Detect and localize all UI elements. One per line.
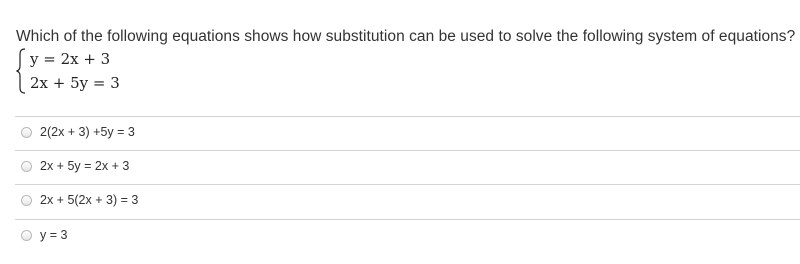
answer-option-2[interactable] xyxy=(15,151,800,184)
answer-option-1[interactable] xyxy=(15,117,800,150)
radio-button[interactable] xyxy=(21,230,32,241)
answer-option-label: 2x + 5(2x + 3) = 3 xyxy=(40,193,139,207)
radio-button[interactable] xyxy=(21,195,32,206)
answer-option-label: 2x + 5y = 2x + 3 xyxy=(40,159,130,173)
answer-option-label: y = 3 xyxy=(40,228,68,242)
question-text: Which of the following equations shows how substitution can be used to solve the following system of equations? xyxy=(16,28,796,45)
answer-option-4[interactable] xyxy=(15,220,800,253)
equation-system xyxy=(15,47,155,95)
answer-option-label: 2(2x + 3) +5y = 3 xyxy=(40,125,135,139)
left-brace-icon xyxy=(15,47,27,95)
radio-button[interactable] xyxy=(21,127,32,138)
radio-button[interactable] xyxy=(21,161,32,172)
answer-option-3[interactable] xyxy=(15,185,800,218)
equation-2: 2x + 5y = 3 xyxy=(30,74,120,92)
equation-1: y = 2x + 3 xyxy=(30,50,111,68)
